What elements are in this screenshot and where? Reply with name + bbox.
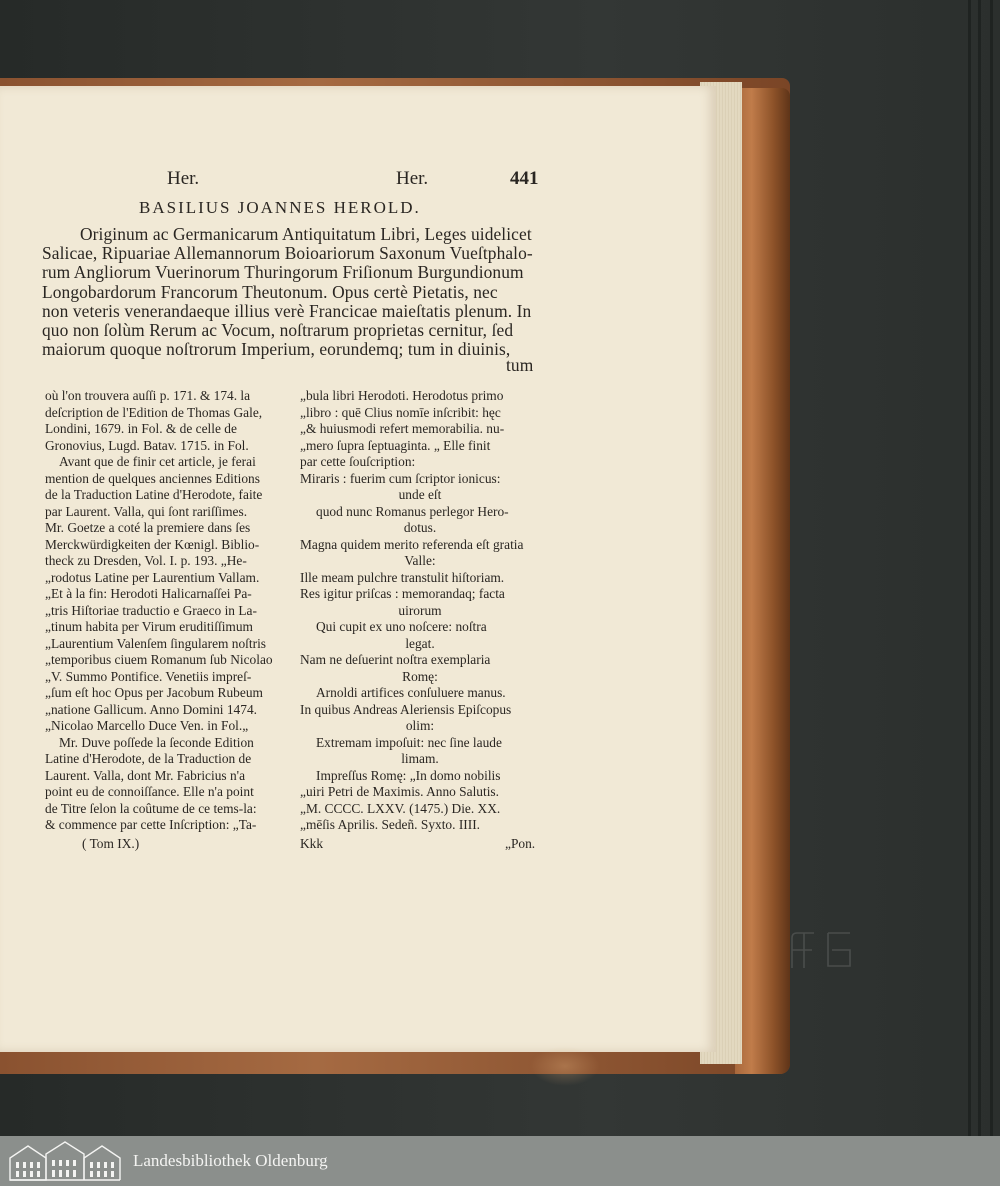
running-head-left: Her. (167, 168, 200, 189)
text-line: Arnoldi artifices conſuluere manus. (316, 685, 506, 700)
text-line: Impreſſus Romę: „In domo nobilis (316, 767, 501, 783)
intro-line: quo non ſolùm Rerum ac Vocum, noſtrarum proprietas cernitur, ſed (42, 320, 514, 340)
text-line: „tris Hiſtoriae traductio e Graeco in La- (45, 602, 257, 618)
text-line: „& huiusmodi refert memorabilia. nu- (300, 421, 505, 436)
text-line: Laurent. Valla, dont Mr. Fabricius n'a (45, 767, 246, 783)
text-line: Mr. Duve poſſede la ſeconde Edition (59, 734, 254, 750)
intro-line: rum Angliorum Vuerinorum Thuringorum Friſionum Burgundionum (42, 262, 524, 283)
page-number: 441 (510, 168, 539, 189)
intro-line: maiorum quoque noſtrorum Imperium, eorundemq; tum in diuinis, (42, 339, 511, 360)
intro-line: Salicae, Ripuariae Allemannorum Boioariorum Saxonum Vueſtphalo- (42, 243, 533, 264)
gathering-signature: Kkk (300, 836, 324, 851)
book-page (0, 86, 716, 1052)
text-line: point eu de connoiſſance. Elle n'a point (45, 784, 254, 799)
text-line: Miraris : fuerim cum ſcriptor ionicus: (300, 470, 501, 486)
intro-line: non veteris venerandaeque illius verè Francicae maieſtatis plenum. In (42, 300, 532, 321)
intro-line: Longobardorum Francorum Theutonum. Opus certè Pietatis, nec (42, 281, 498, 302)
text-line: par Laurent. Valla, qui ſont rariſſimes. (45, 503, 248, 519)
text-line: Avant que de finir cet article, je ferai (59, 454, 256, 469)
intro-catchword: tum (506, 355, 534, 375)
text-line: limam. (401, 751, 439, 766)
background-stripe (968, 0, 971, 1136)
text-line: Londini, 1679. in Fol. & de celle de (45, 421, 237, 436)
text-line: „natione Gallicum. Anno Domini 1474. (45, 701, 257, 717)
text-line: Magna quidem merito referenda eſt gratia (300, 536, 524, 552)
text-line: „mero ſupra ſeptuaginta. „ Elle finit (300, 437, 491, 453)
text-line: „uiri Petri de Maximis. Anno Salutis. (300, 784, 499, 799)
text-line: Mr. Goetze a coté la premiere dans ſes (45, 520, 251, 535)
shelf-mark-stamp (788, 930, 854, 970)
text-line: où l'on trouvera auſſi p. 171. & 174. la (45, 388, 251, 403)
text-line: „V. Summo Pontifice. Venetiis impreſ- (45, 668, 252, 684)
text-line: „ſum eſt hoc Opus per Jacobum Rubeum (45, 685, 263, 700)
text-line: olim: (405, 718, 435, 733)
text-line: „Nicolao Marcello Duce Ven. in Fol.„ (45, 718, 249, 733)
background-stripe (990, 0, 993, 1136)
text-line: & commence par cette Inſcription: „Ta- (45, 817, 257, 832)
text-line: Latine d'Herodote, de la Traduction de (45, 751, 252, 766)
book-cover-edge (735, 88, 790, 1074)
text-line: quod nunc Romanus perlegor Hero- (316, 503, 509, 519)
library-building-logo (8, 1140, 123, 1182)
footer-bar (0, 1136, 1000, 1186)
text-line: „bula libri Herodoti. Herodotus primo (300, 388, 504, 403)
text-line: Ille meam pulchre transtulit hiſtoriam. (300, 569, 505, 585)
paper-stain (530, 1046, 600, 1086)
text-line: Qui cupit ex uno noſcere: noſtra (316, 619, 487, 634)
text-line: theck zu Dresden, Vol. I. p. 193. „He- (45, 553, 247, 568)
text-line: unde eſt (398, 487, 442, 502)
text-line: mention de quelques anciennes Editions (45, 470, 260, 486)
text-line: Res igitur priſcas : memorandaq; facta (300, 586, 505, 601)
entry-title: BASILIUS JOANNES HEROLD. (139, 198, 421, 217)
text-line: Extremam impoſuit: nec ſine laude (316, 734, 502, 750)
signature-mark: ( Tom IX.) (82, 836, 140, 851)
text-line: „M. CCCC. LXXV. (1475.) Die. XX. (300, 800, 501, 816)
text-line: Gronovius, Lugd. Batav. 1715. in Fol. (45, 437, 249, 453)
text-line: Romę: (402, 668, 438, 684)
library-name: Landesbibliothek Oldenburg (133, 1151, 328, 1170)
text-line: de la Traduction Latine d'Herodote, faite (45, 487, 263, 502)
running-head-center: Her. (396, 168, 429, 189)
text-line: Merckwürdigkeiten der Kœnigl. Biblio- (45, 536, 260, 552)
background-stripe (978, 0, 981, 1136)
text-line: Valle: (404, 553, 436, 568)
text-line: „mēſis Aprilis. Sedeñ. Syxto. IIII. (300, 817, 481, 832)
text-line: „tinum habita per Virum eruditiſſimum (45, 619, 253, 634)
text-line: deſcription de l'Edition de Thomas Gale, (45, 404, 263, 420)
text-line: legat. (405, 635, 435, 651)
text-line: „Laurentium Valenſem ſingularem noſtris (45, 635, 267, 651)
text-line: par cette ſouſcription: (300, 454, 416, 469)
text-line: de Titre ſelon la coûtume de ce tems-la: (45, 800, 257, 816)
text-line: In quibus Andreas Aleriensis Epiſcopus (300, 701, 512, 717)
catchword: „Pon. (505, 836, 536, 851)
text-line: „temporibus ciuem Romanum ſub Nicolao (45, 652, 273, 667)
text-line: dotus. (403, 520, 437, 535)
intro-line: Originum ac Germanicarum Antiquitatum Libri, Leges uidelicet (80, 224, 532, 244)
text-line: „libro : quē Clius nomīe inſcribit: hęc (300, 404, 501, 420)
text-line: Nam ne deſuerint noſtra exemplaria (300, 652, 491, 667)
text-line: uirorum (398, 602, 442, 618)
text-line: „rodotus Latine per Laurentium Vallam. (45, 569, 260, 585)
text-line: „Et à la fin: Herodoti Halicarnaſſei Pa- (45, 586, 252, 601)
